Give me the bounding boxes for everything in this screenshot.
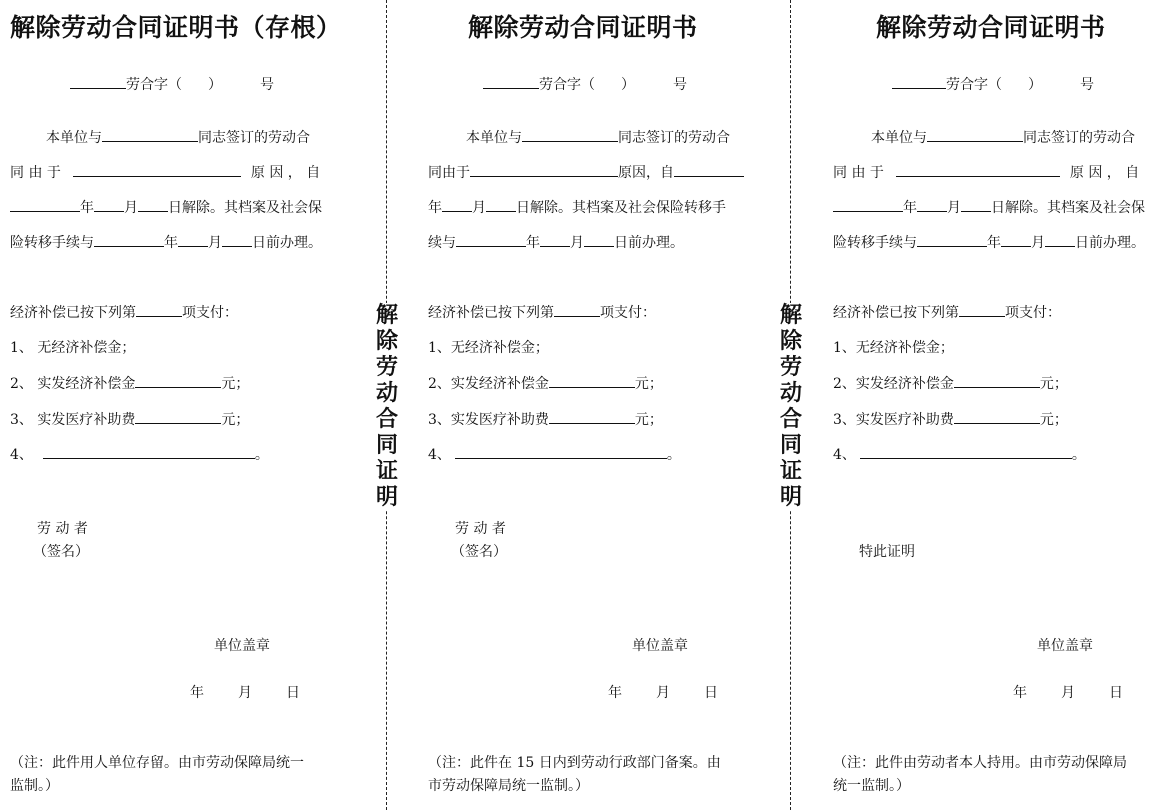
label-char: 合 [375,407,398,432]
middle-comp-item-2: 2、实发经济补偿金 元； [428,376,663,392]
right-comp-heading: 经济补偿已按下列第 项支付： [833,305,1061,321]
month-blank[interactable] [94,198,124,212]
stub-para-line-3: 年 月 日解除。其档案及社会保 [10,198,322,217]
day-blank[interactable] [961,198,991,212]
day-blank[interactable] [222,233,252,247]
year-blank[interactable] [833,198,903,212]
perforation-label-left [375,303,399,511]
middle-sign-label: （签名） [451,544,507,560]
label-char: 同 [779,433,802,458]
stub-date-line: 年 月 日 [190,685,300,701]
doc-prefix-blank[interactable] [70,75,126,89]
stub-sign-label: （签名） [33,544,89,560]
employee-name-blank[interactable] [102,128,198,142]
month-blank[interactable] [442,198,472,212]
middle-note-line-2: 市劳动保障局统一监制。） [428,778,589,794]
month-blank[interactable] [917,198,947,212]
right-comp-item-2: 2、实发经济补偿金 元； [833,376,1068,392]
item-number-blank[interactable] [959,303,1005,317]
label-char: 同 [375,433,398,458]
label-char: 明 [375,485,398,510]
label-char: 证 [779,459,802,484]
stub-para-line-4: 险转移手续与 年 月 日前办理。 [10,235,322,251]
right-note-line-2: 统一监制。） [833,778,910,794]
month-blank[interactable] [1001,233,1031,247]
reason-blank[interactable] [73,163,241,177]
right-comp-item-4: 4、 。 [833,447,1086,463]
right-panel [796,0,1174,810]
middle-comp-item-3: 3、实发医疗补助费 元； [428,412,663,428]
label-char: 动 [779,381,802,406]
day-blank[interactable] [1045,233,1075,247]
middle-para-line-4: 续与 年 月 日前办理。 [428,235,684,251]
stub-comp-item-4: 4、 。 [10,447,269,463]
label-char: 劳 [375,355,398,380]
right-doc-number: 劳合字（ ） 号 [892,75,1094,94]
stub-doc-number: 劳合字（ ） 号 [70,75,274,94]
stub-comp-item-2: 2、 实发经济补偿金 元； [10,376,250,392]
day-blank[interactable] [486,198,516,212]
day-blank[interactable] [138,198,168,212]
label-char: 除 [375,329,398,354]
day-blank[interactable] [584,233,614,247]
other-item-blank[interactable] [455,445,667,459]
label-char: 解 [779,303,802,328]
right-certify-label: 特此证明 [859,544,915,560]
item-number-blank[interactable] [136,303,182,317]
middle-para-line-2: 同由于 原因，自 [428,163,744,182]
doc-prefix-blank[interactable] [892,75,946,89]
medical-subsidy-blank[interactable] [954,410,1040,424]
year-blank[interactable] [456,233,526,247]
stub-note-line-2: 监制。） [10,778,59,794]
middle-comp-item-4: 4、 。 [428,447,681,463]
middle-worker-label: 劳 动 者 [455,521,506,537]
right-date-line: 年 月 日 [1013,685,1123,701]
doc-prefix-blank[interactable] [483,75,539,89]
middle-title: 解除劳动合同证明书 [468,13,698,42]
middle-note-line-1: （注：此件在 15 日内到劳动行政部门备案。由 [428,755,721,771]
stub-comp-heading: 经济补偿已按下列第 项支付： [10,305,238,321]
stub-para-line-2: 同 由 于 原 因 ， 自 [10,165,321,181]
stub-seal-label: 单位盖章 [214,638,270,654]
middle-doc-number: 劳合字（ ） 号 [483,75,687,94]
reason-blank[interactable] [470,163,618,177]
middle-para-line-3: 年 月 日解除。其档案及社会保险转移手 [428,200,726,216]
year-blank[interactable] [10,198,80,212]
label-char: 证 [375,459,398,484]
right-para-line-3: 年 月 日解除。其档案及社会保 [833,198,1145,217]
label-char: 动 [375,381,398,406]
label-char: 除 [779,329,802,354]
right-para-line-2: 同 由 于 原 因 ， 自 [833,165,1140,181]
month-blank[interactable] [178,233,208,247]
month-blank[interactable] [540,233,570,247]
other-item-blank[interactable] [43,445,255,459]
stub-comp-item-3: 3、 实发医疗补助费 元； [10,412,250,428]
stub-worker-label: 劳 动 者 [37,521,88,537]
label-char: 合 [779,407,802,432]
right-comp-item-3: 3、实发医疗补助费 元； [833,412,1068,428]
middle-comp-heading: 经济补偿已按下列第 项支付： [428,305,656,321]
middle-seal-label: 单位盖章 [632,638,688,654]
medical-subsidy-blank[interactable] [135,410,221,424]
employee-name-blank[interactable] [522,128,618,142]
stub-note-line-1: （注：此件用人单位存留。由市劳动保障局统一 [10,755,304,771]
middle-para-line-1: 本单位与 同志签订的劳动合 [466,130,730,146]
year-blank[interactable] [674,163,744,177]
other-item-blank[interactable] [860,445,1072,459]
right-para-line-4: 险转移手续与 年 月 日前办理。 [833,235,1145,251]
label-char: 明 [779,485,802,510]
stub-comp-item-1: 1、 无经济补偿金； [10,340,136,356]
label-char: 劳 [779,355,802,380]
year-blank[interactable] [94,233,164,247]
right-note-line-1: （注：此件由劳动者本人持用。由市劳动保障局 [833,755,1127,771]
middle-panel [392,0,788,810]
severance-amount-blank[interactable] [549,374,635,388]
stub-panel [0,0,384,810]
year-blank[interactable] [917,233,987,247]
right-seal-label: 单位盖章 [1037,638,1093,654]
employee-name-blank[interactable] [927,128,1023,142]
severance-amount-blank[interactable] [954,374,1040,388]
middle-comp-item-1: 1、无经济补偿金； [428,340,549,356]
reason-blank[interactable] [896,163,1060,177]
medical-subsidy-blank[interactable] [549,410,635,424]
right-para-line-1: 本单位与 同志签订的劳动合 [871,130,1135,146]
label-char: 解 [375,303,398,328]
middle-date-line: 年 月 日 [608,685,718,701]
item-number-blank[interactable] [554,303,600,317]
right-title: 解除劳动合同证明书 [876,13,1106,42]
stub-para-line-1: 本单位与 同志签订的劳动合 [46,130,310,146]
right-comp-item-1: 1、无经济补偿金； [833,340,954,356]
stub-title: 解除劳动合同证明书（存根） [10,13,342,42]
severance-amount-blank[interactable] [135,374,221,388]
perforation-label-right [779,303,803,511]
